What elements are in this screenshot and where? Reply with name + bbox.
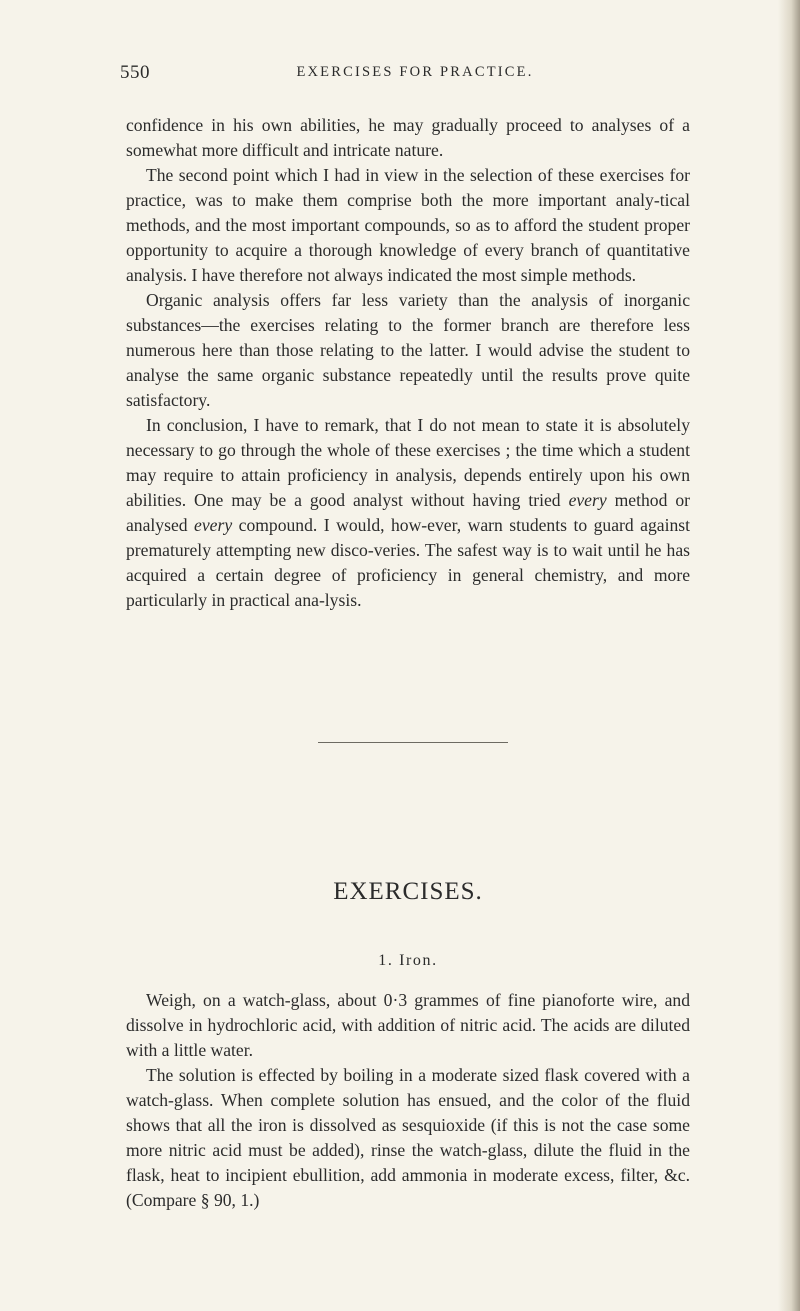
conclusion-text-2: method or analysed bbox=[126, 490, 690, 535]
paragraph-organic-analysis: Organic analysis offers far less variety than the analysis of inorganic substances—the exercises relating to the former branch are therefore less numerous here than those relating to the latter. I would advise the student to analyse the same organic substance repeatedly until the results prove quite satisfactory. bbox=[126, 290, 690, 410]
exercise-text bbox=[126, 988, 690, 1213]
page-number: 550 bbox=[120, 62, 150, 83]
running-head: EXERCISES FOR PRACTICE. bbox=[296, 64, 534, 80]
conclusion-emphasis-2: every bbox=[194, 515, 233, 535]
exercise-paragraph-solution: The solution is effected by boiling in a moderate sized flask covered with a watch-glass. When complete solution has ensued, and the color of the fluid shows that all the iron is dissolved as sesquioxide (if this is not the case some more nitric acid must be added), rinse the watch-glass, dilute the fluid in the flask, heat to incipient ebullition, add ammonia in moderate excess, filter, &c. (Compare § 90, 1.) bbox=[126, 1065, 690, 1210]
section-title: EXERCISES. bbox=[333, 878, 483, 905]
conclusion-emphasis-1: every bbox=[568, 490, 607, 510]
exercise-paragraph-weigh: Weigh, on a watch-glass, about 0·3 grammes of fine pianoforte wire, and dissolve in hydrochloric acid, with addition of nitric acid. The acids are diluted with a little water. bbox=[126, 990, 690, 1060]
section-divider bbox=[318, 742, 508, 743]
paragraph-continuation: confidence in his own abilities, he may gradually proceed to analyses of a somewhat more difficult and intricate nature. bbox=[126, 115, 690, 160]
paragraph-second-point: The second point which I had in view in the selection of these exercises for practice, was to make them comprise both the more important analy-tical methods, and the most important compounds, so as to afford the student proper opportunity to acquire a thorough knowledge of every branch of quantitative analysis. I have therefore not always indicated the most simple methods. bbox=[126, 165, 690, 285]
page-header bbox=[120, 62, 690, 86]
body-text bbox=[126, 113, 690, 613]
conclusion-text-1: In conclusion, I have to remark, that I do not mean to state it is absolutely necessary to go through the whole of these exercises ; the time which a student may require to attain proficiency in analysis, depends entirely upon his own abilities. One may be a good analyst without having tried bbox=[126, 415, 690, 510]
paragraph-conclusion bbox=[126, 413, 690, 613]
conclusion-text-3: compound. I would, how-ever, warn students to guard against prematurely attempting new disco-veries. The safest way is to wait until he has acquired a certain degree of proficiency in general chemistry, and more particularly in practical ana-lysis. bbox=[126, 515, 691, 610]
subsection-title: 1. Iron. bbox=[378, 952, 438, 969]
page-edge-shadow bbox=[778, 0, 800, 1311]
